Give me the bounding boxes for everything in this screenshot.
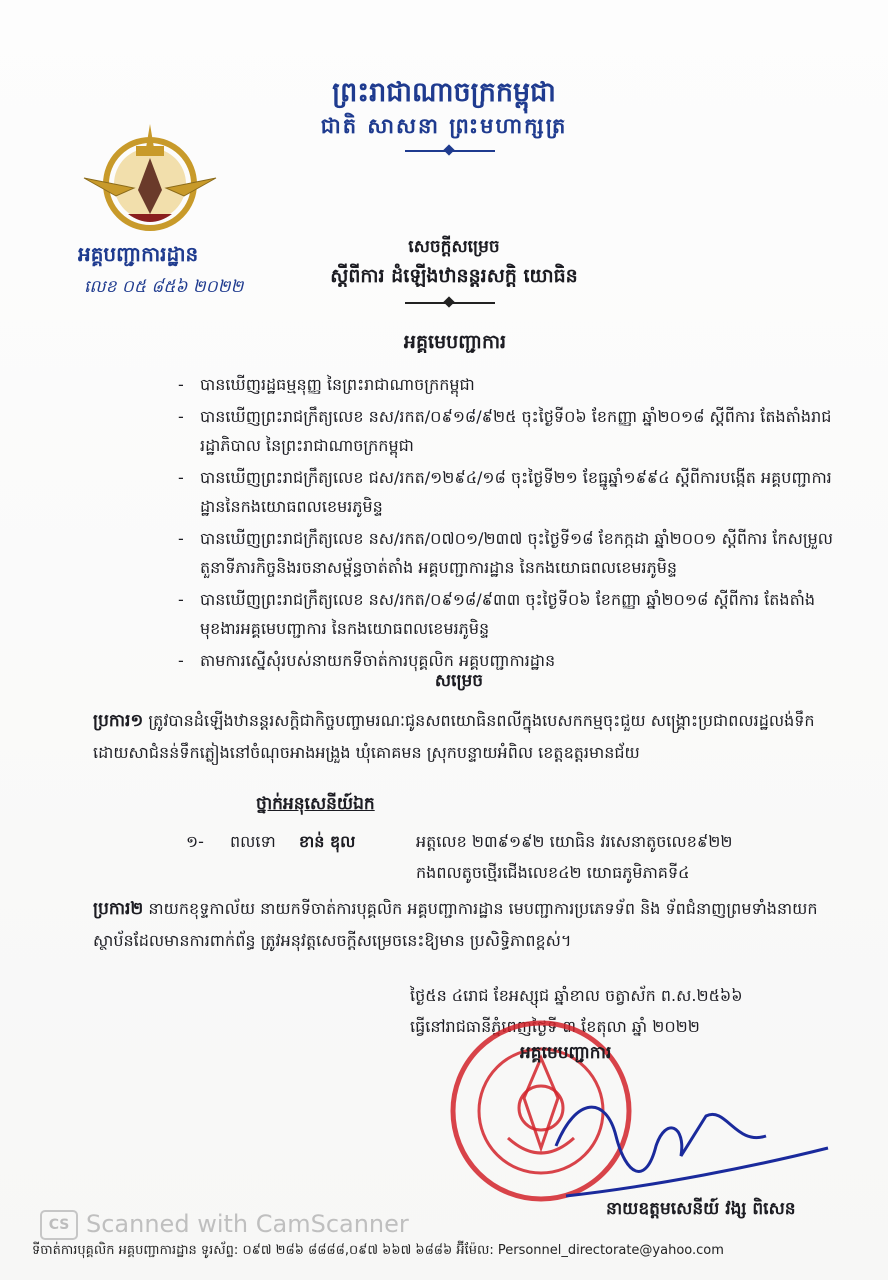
person-name: ខាន់ ឌុល [299,832,356,851]
scanner-watermark [40,1210,409,1240]
camscanner-logo: CS [40,1210,78,1240]
consideration-item: - បានឃើញរដ្ឋធម្មនុញ្ញ នៃព្រះរាជាណាចក្រកម្ពុជា [178,375,475,394]
document-type: សេចក្តីសម្រេច [408,237,500,257]
rank-heading: ថ្នាក់អនុសេនីយ៍ឯក [256,794,375,814]
lunar-date: ថ្ងៃ៥ន ៤រោជ ខែអស្សុជ ឆ្នាំខាល ចត្វាស័ក ព.ស.២៥៦៦ [410,986,743,1005]
considerations-list [178,370,838,678]
organization-name: អគ្គបញ្ជាការដ្ឋាន [78,242,199,266]
watermark-text: Scanned with CamScanner [86,1210,409,1238]
person-number: ១- [186,832,204,851]
kingdom-heading: ព្រះរាជាណាចក្រកម្ពុជា [332,77,556,108]
consideration-item: - បានឃើញព្រះរាជក្រឹត្យលេខ នស/រកត/០៧០១/២៣៧ ចុះថ្ងៃទី១៨ ខែកក្កដា ឆ្នាំ២០០១ ស្តីពីការ កែសម្រួលតួនាទីភារកិច្ចនិងរចនាសម្ព័ន្ធចាត់តាំង អគ្គបញ្ជាការដ្ឋាន នៃកងយោធពលខេមរភូមិន្ទ [178,529,834,577]
consideration-item: - បានឃើញព្រះរាជក្រឹត្យលេខ នស/រកត/០៩១៨/៩២៥ ចុះថ្ងៃទី០៦ ខែកញ្ញា ឆ្នាំ២០១៨ ស្តីពីការ តែងតាំងរាជរដ្ឋាភិបាល នៃព្រះរាជាណាចក្រកម្ពុជា [178,407,832,455]
document-subject: ស្តីពីការ ដំឡើងឋានន្តរសក្តិ យោធិន [330,265,578,287]
person-rank: ពលទោ [230,832,276,851]
consideration-item: - តាមការស្នើសុំរបស់នាយកទីចាត់ការបុគ្គលិក អគ្គបញ្ជាការដ្ឋាន [178,651,556,670]
person-id-line: អត្តលេខ ២៣៩១៩២ យោធិន វរសេនាតូចលេខ៩២២ [416,832,733,851]
footer-contact: ទីចាត់ការបុគ្គលិក អគ្គបញ្ជាការដ្ឋាន ទូរស័ព្ទ: ០៩៧ ២៨៦ ៨៨៨៨,០៩៧ ៦៦៧ ៦៨៨៦ អ៊ីម៉ែល: Personnel_directorate@yahoo.com [32,1243,724,1258]
article-2 [93,893,833,956]
header-ornament [405,150,495,152]
article-1-label: ប្រការ១ [93,711,144,731]
signatory-title: អគ្គមេបញ្ជាការ [520,1043,612,1063]
article-2-text: នាយកខុទ្ទកាល័យ នាយកទីចាត់ការបុគ្គលិក អគ្គបញ្ជាការដ្ឋាន មេបញ្ជាការប្រភេទទ័ព និង ទ័ពជំនាញព្រមទាំងនាយកស្ថាប័នដែលមានការពាក់ព័ន្ធ ត្រូវអនុវត្តសេចក្តីសម្រេចនេះឱ្យមាន ប្រសិទ្ធិភាពខ្ពស់។ [93,899,818,950]
person-unit-line: កងពលតូចថ្មើរជើងលេខ៤២ យោធភូមិភាគទី៤ [416,863,690,882]
consideration-item: - បានឃើញព្រះរាជក្រឹត្យលេខ នស/រកត/០៩១៨/៩៣៣ ចុះថ្ងៃទី០៦ ខែកញ្ញា ឆ្នាំ២០១៨ ស្តីពីការ តែងតាំងមុខងារអគ្គមេបញ្ជាការ នៃកងយោធពលខេមរភូមិន្ទ [178,590,815,638]
reference-number: លេខ ០៥ ៨៥៦ ២០២២ [84,277,244,297]
military-emblem-logo [76,118,226,238]
signatory-name: នាយឧត្តមសេនីយ៍ វង្ស ពិសេន [606,1199,796,1219]
national-motto: ជាតិ សាសនា ព្រះមហាក្សត្រ [320,114,568,138]
consideration-item: - បានឃើញព្រះរាជក្រឹត្យលេខ ជស/រកត/១២៩៤/១៨ ចុះថ្ងៃទី២១ ខែធ្នូឆ្នាំ១៩៩៤ ស្តីពីការបង្កើត អគ្គបញ្ជាការដ្ឋាននៃកងយោធពលខេមរភូមិន្ទ [178,468,832,516]
handwritten-signature [536,1056,836,1206]
solar-date: ធ្វើនៅរាជធានីភ្នំពេញថ្ងៃទី ៣ ខែតុលា ឆ្នាំ ២០២២ [410,1017,700,1036]
article-1 [93,705,833,768]
article-2-label: ប្រការ២ [93,899,144,919]
issuer-title: អគ្គមេបញ្ជាការ [403,331,507,353]
title-ornament [405,302,495,304]
decision-heading: សម្រេច [434,671,484,691]
article-1-text: ត្រូវបានដំឡើងឋានន្តរសក្តិជាកិច្ចបញ្ចាមរណៈជូនសពយោធិនពលីក្នុងបេសកកម្មចុះជួយ សង្គ្រោះប្រជាពលរដ្ឋលង់ទឹកដោយសាជំនន់ទឹកភ្លៀងនៅចំណុចអាងអង្រួង ឃុំគោគមន ស្រុកបន្ទាយអំពិល ខេត្តឧត្តរមានជ័យ [93,711,815,762]
